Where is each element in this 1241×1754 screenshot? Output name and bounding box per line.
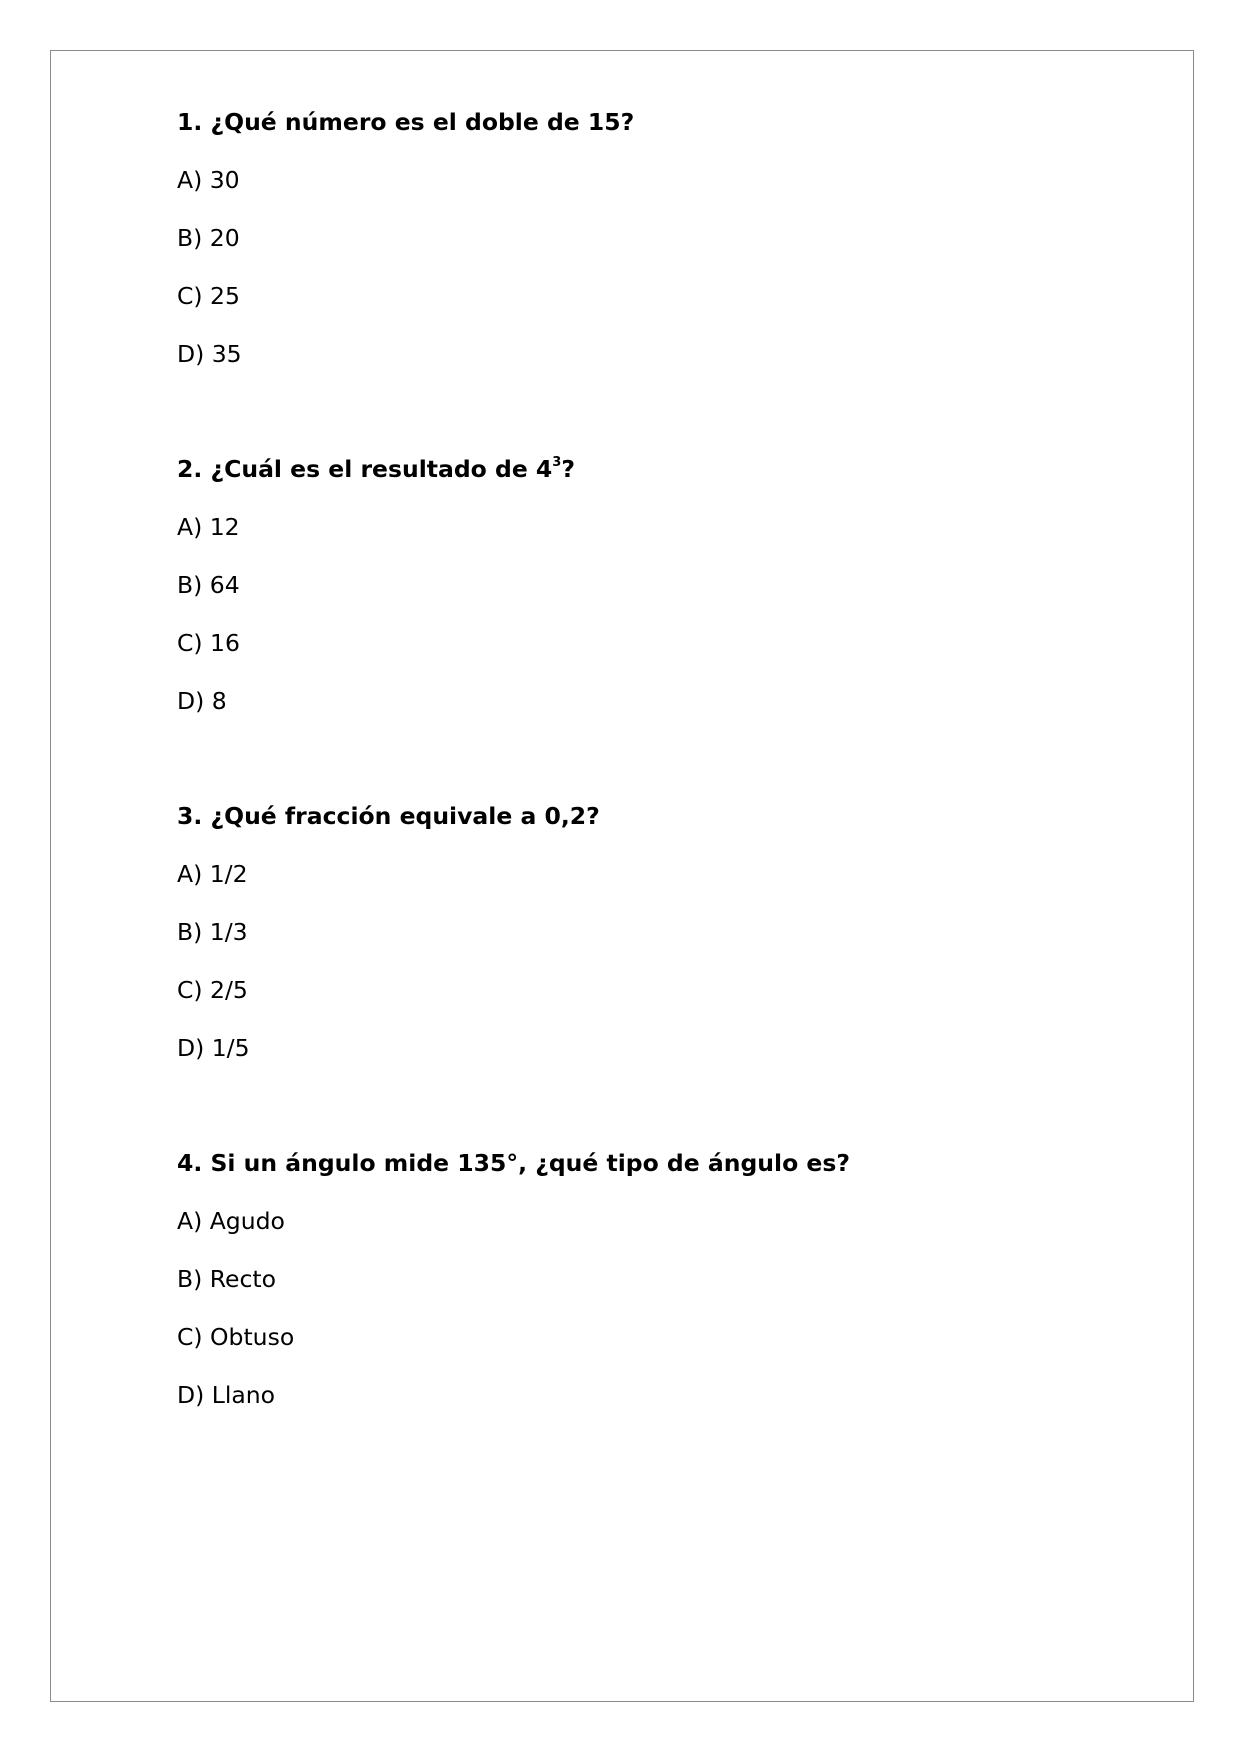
option-a: A) 1/2 bbox=[177, 860, 248, 888]
option-d: D) 35 bbox=[177, 340, 242, 368]
question-title bbox=[177, 447, 1077, 491]
question-number: 3. bbox=[177, 802, 203, 830]
option-b: B) Recto bbox=[177, 1265, 277, 1293]
question-text-end: ? bbox=[561, 455, 575, 483]
question-text: ¿Cuál es el resultado de 4 bbox=[210, 455, 553, 483]
option-d: D) 1/5 bbox=[177, 1034, 250, 1062]
question-number: 1. bbox=[177, 108, 203, 136]
question-title bbox=[177, 100, 1077, 144]
option-b: B) 20 bbox=[177, 224, 240, 252]
question-title bbox=[177, 794, 1077, 838]
option-d: D) 8 bbox=[177, 687, 227, 715]
option-d: D) Llano bbox=[177, 1381, 276, 1409]
option-a: A) Agudo bbox=[177, 1207, 285, 1235]
question-number: 4. bbox=[177, 1149, 203, 1177]
question-text: ¿Qué número es el doble de 15? bbox=[210, 108, 635, 136]
option-c: C) 16 bbox=[177, 629, 240, 657]
question-1 bbox=[177, 100, 1077, 447]
question-text: ¿Qué fracción equivale a 0,2? bbox=[210, 802, 600, 830]
exponent: 3 bbox=[552, 455, 562, 470]
question-title bbox=[177, 1141, 1077, 1185]
option-b: B) 64 bbox=[177, 571, 240, 599]
question-text: Si un ángulo mide 135°, ¿qué tipo de ángulo es? bbox=[210, 1149, 850, 1177]
option-b: B) 1/3 bbox=[177, 918, 248, 946]
question-4 bbox=[177, 1141, 1077, 1488]
question-3 bbox=[177, 794, 1077, 1141]
option-a: A) 30 bbox=[177, 166, 240, 194]
question-2 bbox=[177, 447, 1077, 794]
option-c: C) 2/5 bbox=[177, 976, 248, 1004]
option-c: C) Obtuso bbox=[177, 1323, 295, 1351]
option-a: A) 12 bbox=[177, 513, 240, 541]
quiz bbox=[177, 100, 1077, 1488]
question-number: 2. bbox=[177, 455, 203, 483]
option-c: C) 25 bbox=[177, 282, 240, 310]
